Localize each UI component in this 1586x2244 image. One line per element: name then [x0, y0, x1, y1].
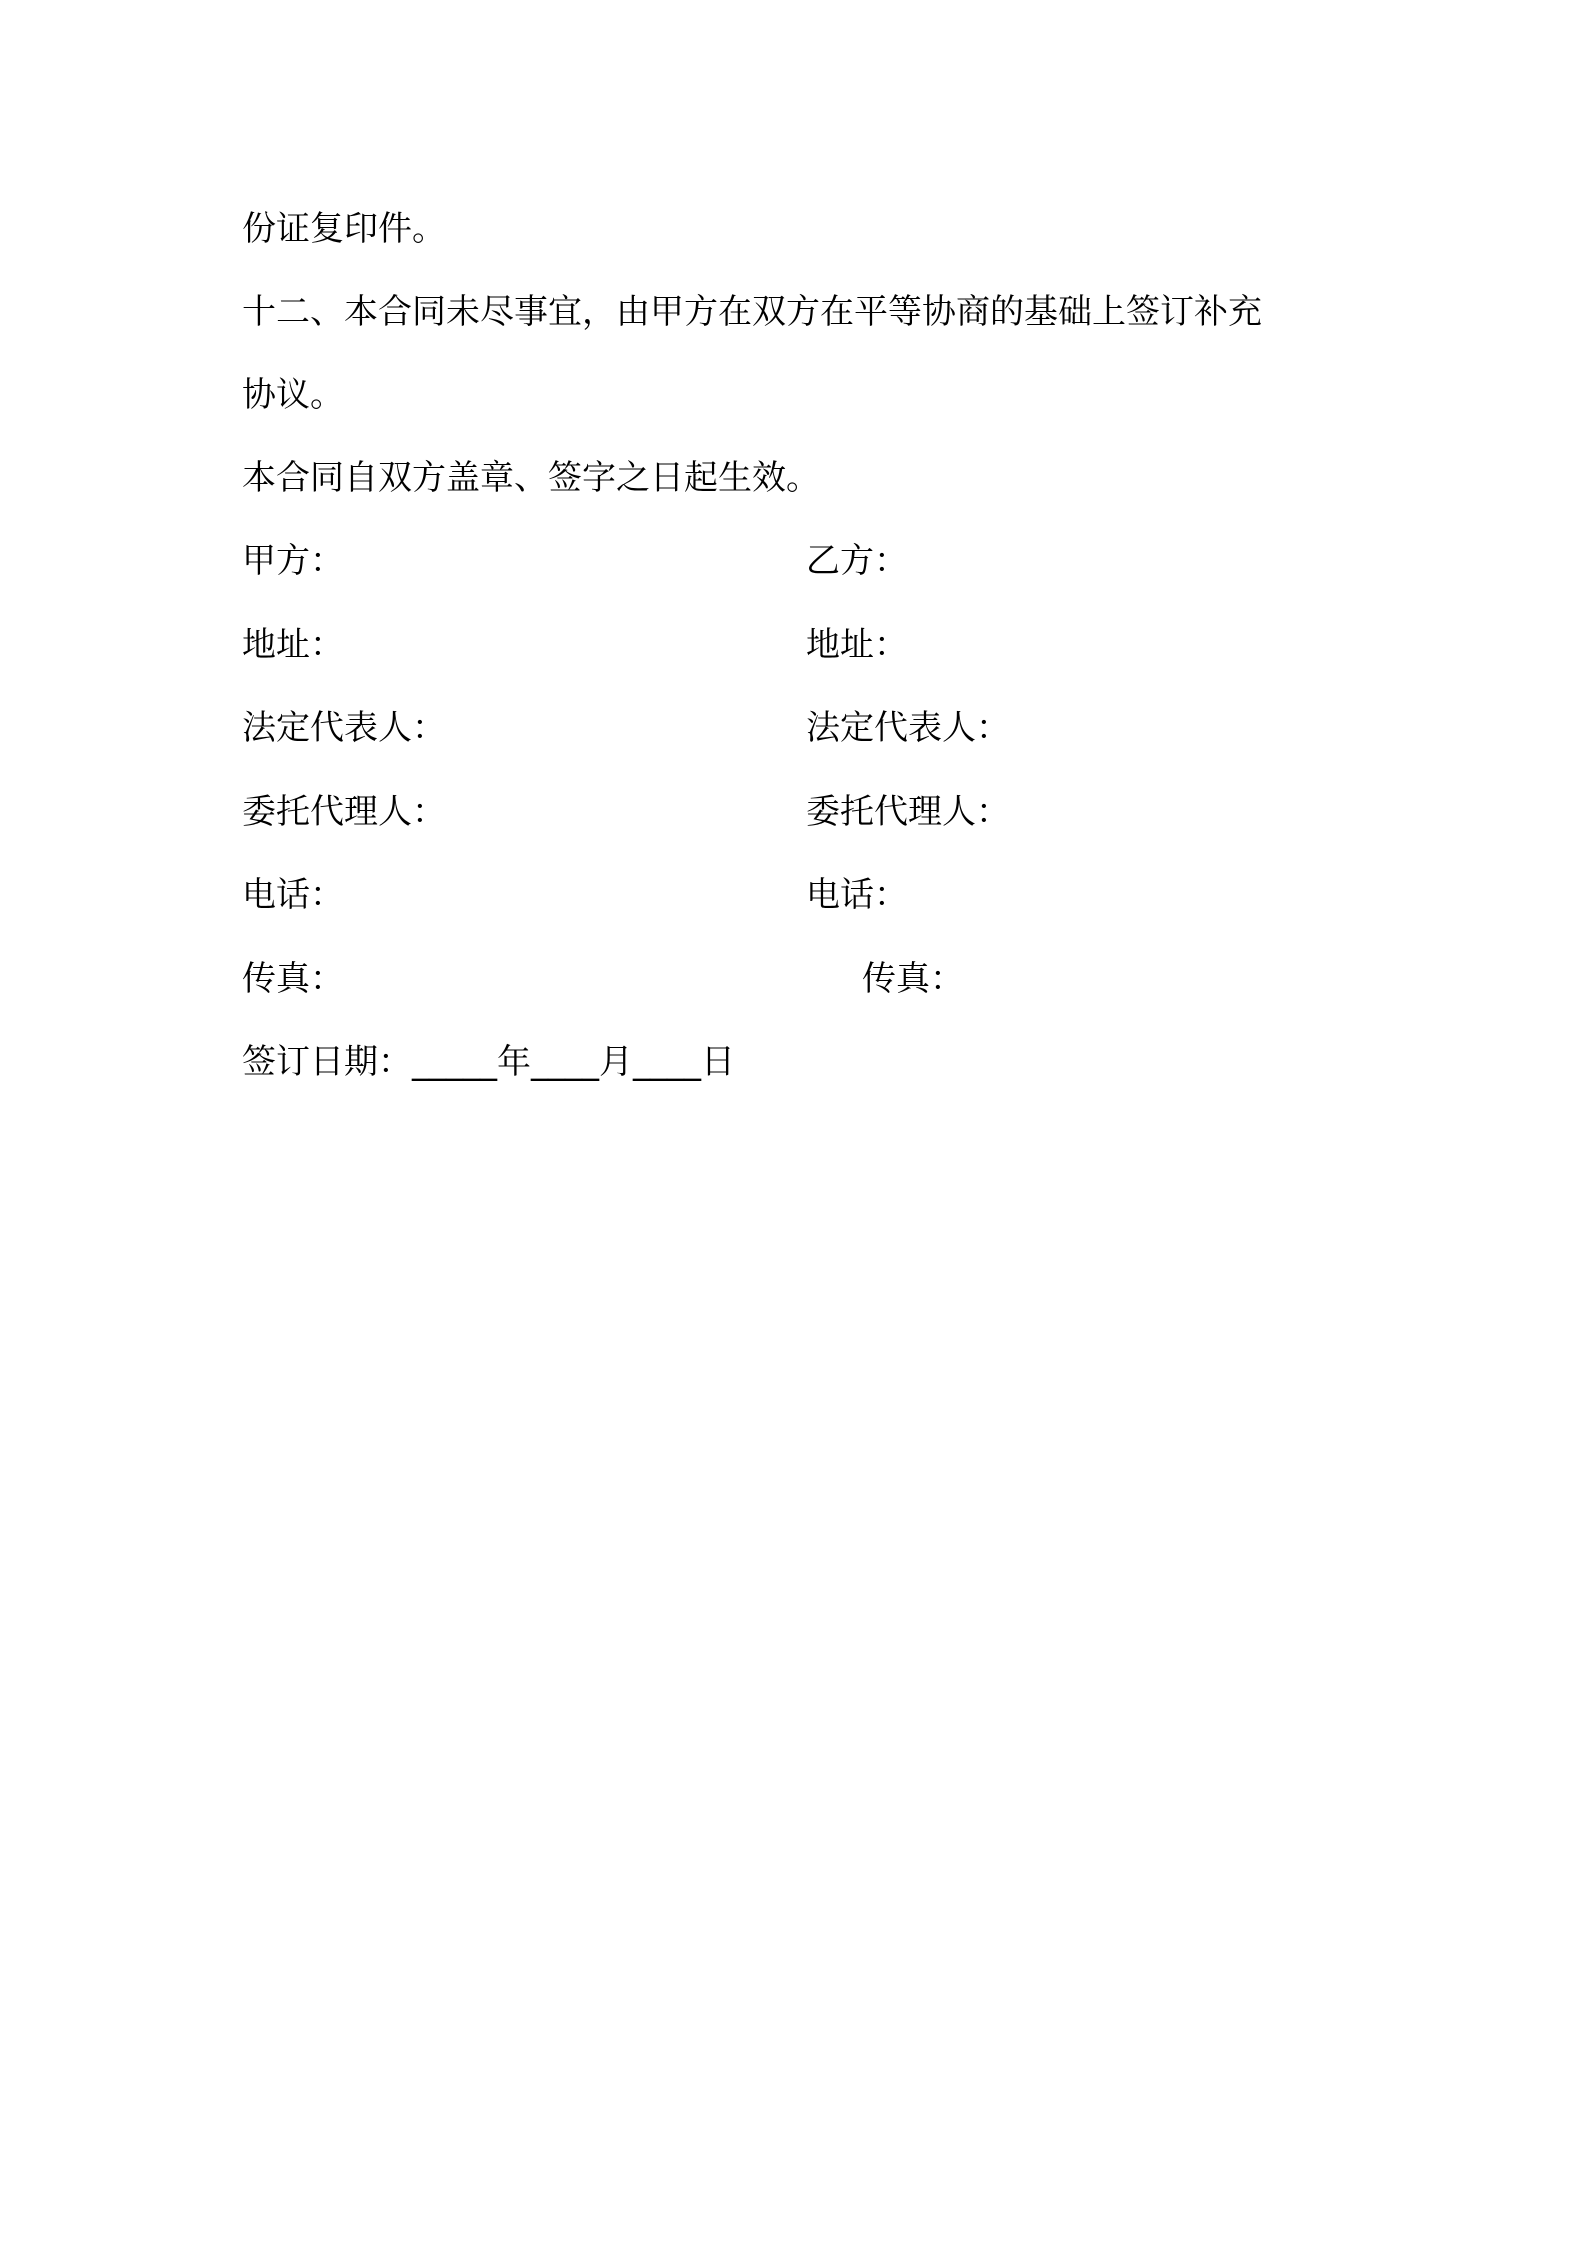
party-b-phone: 电话：: [806, 875, 908, 915]
party-a-legal-rep: 法定代表人：: [242, 708, 446, 748]
paragraph-effective: 本合同自双方盖章、签字之日起生效。: [242, 458, 820, 498]
party-a-agent: 委托代理人：: [242, 792, 446, 832]
sign-date: 签订日期：_____年____月____日: [242, 1042, 735, 1082]
paragraph-clause-12-cont: 协议。: [242, 375, 344, 415]
party-a-phone: 电话：: [242, 875, 344, 915]
party-a-fax: 传真：: [242, 959, 344, 999]
party-a-address: 地址：: [242, 625, 344, 665]
party-b-fax: 传真：: [862, 959, 964, 999]
paragraph-id-copy: 份证复印件。: [242, 209, 446, 249]
party-b-legal-rep: 法定代表人：: [806, 708, 1010, 748]
paragraph-clause-12: 十二、本合同未尽事宜，由甲方在双方在平等协商的基础上签订补充: [242, 292, 1262, 332]
party-b-title: 乙方：: [806, 541, 908, 581]
party-b-address: 地址：: [806, 625, 908, 665]
party-a-title: 甲方：: [242, 541, 344, 581]
party-b-agent: 委托代理人：: [806, 792, 1010, 832]
